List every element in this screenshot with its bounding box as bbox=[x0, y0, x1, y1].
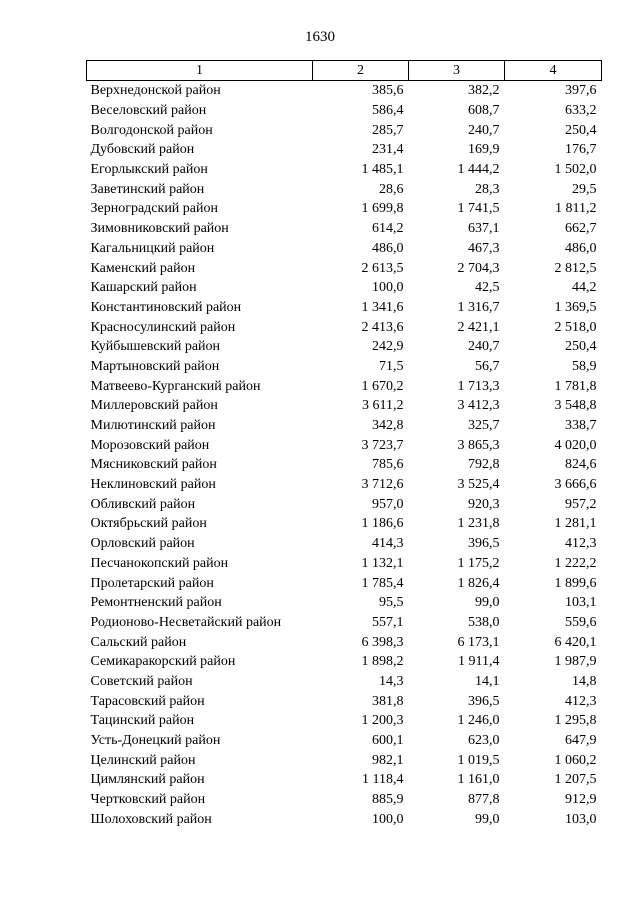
district-name-cell: Сальский район bbox=[90, 634, 187, 650]
district-name-cell: Красносулинский район bbox=[90, 319, 236, 335]
value-col3-cell: 325,7 bbox=[468, 418, 500, 434]
value-col4-cell: 486,0 bbox=[565, 240, 597, 256]
value-col2-cell: 100,0 bbox=[372, 811, 404, 827]
value-col4-cell: 1 222,2 bbox=[554, 555, 597, 571]
table-row bbox=[87, 298, 602, 318]
value-col3-cell: 1 175,2 bbox=[457, 555, 500, 571]
table-row bbox=[87, 239, 602, 259]
value-col3-cell: 1 246,0 bbox=[457, 713, 500, 729]
value-col4-cell: 412,3 bbox=[565, 536, 597, 552]
value-col4-cell: 2 518,0 bbox=[554, 319, 597, 335]
value-col4-cell: 3 666,6 bbox=[554, 477, 597, 493]
value-col3-cell: 396,5 bbox=[468, 693, 500, 709]
table-row bbox=[87, 258, 602, 278]
table-row bbox=[87, 416, 602, 436]
table-row bbox=[87, 278, 602, 298]
value-col3-cell: 1 019,5 bbox=[457, 752, 500, 768]
value-col2-cell: 2 413,6 bbox=[361, 319, 404, 335]
value-col2-cell: 2 613,5 bbox=[361, 260, 404, 276]
district-name-cell: Чертковский район bbox=[90, 792, 206, 808]
value-col2-cell: 586,4 bbox=[372, 103, 404, 119]
value-col3-cell: 6 173,1 bbox=[457, 634, 500, 650]
value-col4-cell: 1 295,8 bbox=[554, 713, 597, 729]
table-header bbox=[87, 61, 602, 81]
value-col3-cell: 3 412,3 bbox=[457, 398, 500, 414]
table-row bbox=[87, 160, 602, 180]
table-row bbox=[87, 790, 602, 810]
value-col4-cell: 6 420,1 bbox=[554, 634, 597, 650]
value-col4-cell: 1 369,5 bbox=[554, 299, 597, 315]
table-row bbox=[87, 81, 602, 101]
district-name-cell: Неклиновский район bbox=[90, 477, 216, 493]
value-col4-cell: 103,1 bbox=[565, 595, 597, 611]
value-col2-cell: 3 712,6 bbox=[361, 477, 404, 493]
value-col4-cell: 1 987,9 bbox=[554, 654, 597, 670]
district-name-cell: Заветинский район bbox=[90, 181, 205, 197]
value-col2-cell: 1 200,3 bbox=[361, 713, 404, 729]
table-row bbox=[87, 593, 602, 613]
value-col2-cell: 3 723,7 bbox=[361, 437, 404, 453]
value-col4-cell: 662,7 bbox=[565, 221, 597, 237]
value-col4-cell: 4 020,0 bbox=[554, 437, 597, 453]
value-col3-cell: 99,0 bbox=[475, 595, 500, 611]
table-row bbox=[87, 809, 602, 829]
table-row bbox=[87, 770, 602, 790]
value-col4-cell: 397,6 bbox=[565, 83, 597, 99]
value-col2-cell: 285,7 bbox=[372, 122, 404, 138]
column-header-3: 3 bbox=[409, 61, 505, 81]
value-col3-cell: 920,3 bbox=[468, 496, 500, 512]
table-row bbox=[87, 534, 602, 554]
value-col3-cell: 623,0 bbox=[468, 733, 500, 749]
value-col3-cell: 99,0 bbox=[475, 811, 500, 827]
table-row bbox=[87, 435, 602, 455]
district-name-cell: Пролетарский район bbox=[90, 575, 214, 591]
district-name-cell: Кашарский район bbox=[90, 280, 197, 296]
table-row bbox=[87, 672, 602, 692]
value-col2-cell: 1 785,4 bbox=[361, 575, 404, 591]
table-row bbox=[87, 317, 602, 337]
district-name-cell: Тарасовский район bbox=[90, 693, 205, 709]
value-col3-cell: 3 525,4 bbox=[457, 477, 500, 493]
value-col3-cell: 2 421,1 bbox=[457, 319, 500, 335]
column-header-1: 1 bbox=[87, 61, 313, 81]
value-col2-cell: 1 118,4 bbox=[362, 772, 404, 788]
table-row bbox=[87, 219, 602, 239]
value-col4-cell: 250,4 bbox=[565, 122, 597, 138]
table-row bbox=[87, 179, 602, 199]
district-name-cell: Шолоховский район bbox=[90, 811, 212, 827]
district-name-cell: Цимлянский район bbox=[90, 772, 205, 788]
value-col4-cell: 3 548,8 bbox=[554, 398, 597, 414]
value-col4-cell: 912,9 bbox=[565, 792, 597, 808]
table-row bbox=[87, 120, 602, 140]
value-col4-cell: 1 281,1 bbox=[554, 516, 597, 532]
value-col2-cell: 1 485,1 bbox=[361, 162, 404, 178]
value-col3-cell: 1 911,4 bbox=[458, 654, 500, 670]
district-name-cell: Тацинский район bbox=[90, 713, 195, 729]
value-col2-cell: 1 898,2 bbox=[361, 654, 404, 670]
district-name-cell: Ремонтненский район bbox=[90, 595, 222, 611]
district-name-cell: Мартыновский район bbox=[90, 358, 220, 374]
value-col2-cell: 785,6 bbox=[372, 457, 404, 473]
value-col3-cell: 1 444,2 bbox=[457, 162, 500, 178]
value-col4-cell: 44,2 bbox=[572, 280, 597, 296]
value-col2-cell: 231,4 bbox=[372, 142, 404, 158]
value-col2-cell: 71,5 bbox=[379, 358, 404, 374]
value-col3-cell: 1 713,3 bbox=[457, 378, 500, 394]
value-col4-cell: 824,6 bbox=[565, 457, 597, 473]
value-col3-cell: 1 826,4 bbox=[457, 575, 500, 591]
table-header-row bbox=[87, 61, 602, 81]
table-row bbox=[87, 731, 602, 751]
table-row bbox=[87, 691, 602, 711]
value-col2-cell: 95,5 bbox=[379, 595, 404, 611]
value-col2-cell: 885,9 bbox=[372, 792, 404, 808]
table-row bbox=[87, 750, 602, 770]
value-col4-cell: 250,4 bbox=[565, 339, 597, 355]
value-col4-cell: 1 899,6 bbox=[554, 575, 597, 591]
value-col2-cell: 242,9 bbox=[372, 339, 404, 355]
district-name-cell: Мясниковский район bbox=[90, 457, 217, 473]
value-col2-cell: 486,0 bbox=[372, 240, 404, 256]
table-row bbox=[87, 455, 602, 475]
value-col2-cell: 614,2 bbox=[372, 221, 404, 237]
value-col4-cell: 2 812,5 bbox=[554, 260, 597, 276]
value-col3-cell: 608,7 bbox=[468, 103, 500, 119]
value-col3-cell: 169,9 bbox=[468, 142, 500, 158]
value-col2-cell: 3 611,2 bbox=[362, 398, 404, 414]
value-col4-cell: 176,7 bbox=[565, 142, 597, 158]
value-col3-cell: 467,3 bbox=[468, 240, 500, 256]
value-col3-cell: 3 865,3 bbox=[457, 437, 500, 453]
value-col3-cell: 1 741,5 bbox=[457, 201, 500, 217]
value-col4-cell: 633,2 bbox=[565, 103, 597, 119]
value-col3-cell: 28,3 bbox=[475, 181, 500, 197]
value-col3-cell: 1 316,7 bbox=[457, 299, 500, 315]
value-col2-cell: 1 132,1 bbox=[361, 555, 404, 571]
value-col2-cell: 385,6 bbox=[372, 83, 404, 99]
district-name-cell: Обливский район bbox=[90, 496, 196, 512]
table-row bbox=[87, 199, 602, 219]
value-col2-cell: 6 398,3 bbox=[361, 634, 404, 650]
district-name-cell: Песчанокопский район bbox=[90, 555, 229, 571]
table-body bbox=[87, 81, 602, 830]
value-col3-cell: 240,7 bbox=[468, 339, 500, 355]
district-name-cell: Егорлыкский район bbox=[90, 162, 208, 178]
table-row bbox=[87, 514, 602, 534]
table-row bbox=[87, 652, 602, 672]
value-col3-cell: 792,8 bbox=[468, 457, 500, 473]
district-name-cell: Миллеровский район bbox=[90, 398, 218, 414]
district-name-cell: Куйбышевский район bbox=[90, 339, 221, 355]
value-col2-cell: 100,0 bbox=[372, 280, 404, 296]
value-col2-cell: 982,1 bbox=[372, 752, 404, 768]
value-col2-cell: 414,3 bbox=[372, 536, 404, 552]
value-col4-cell: 1 207,5 bbox=[554, 772, 597, 788]
value-col3-cell: 538,0 bbox=[468, 614, 500, 630]
district-name-cell: Усть-Донецкий район bbox=[90, 733, 221, 749]
district-name-cell: Веселовский район bbox=[90, 103, 207, 119]
district-name-cell: Верхнедонской район bbox=[90, 83, 221, 99]
value-col3-cell: 2 704,3 bbox=[457, 260, 500, 276]
value-col4-cell: 58,9 bbox=[572, 358, 597, 374]
district-name-cell: Целинский район bbox=[90, 752, 196, 768]
district-name-cell: Октябрьский район bbox=[90, 516, 207, 532]
column-header-4: 4 bbox=[505, 61, 602, 81]
district-name-cell: Кагальницкий район bbox=[90, 240, 215, 256]
table-row bbox=[87, 554, 602, 574]
value-col4-cell: 559,6 bbox=[565, 614, 597, 630]
district-name-cell: Зимовниковский район bbox=[90, 221, 229, 237]
value-col3-cell: 42,5 bbox=[475, 280, 500, 296]
value-col4-cell: 14,8 bbox=[572, 673, 597, 689]
table-row bbox=[87, 140, 602, 160]
table-row bbox=[87, 494, 602, 514]
value-col2-cell: 557,1 bbox=[372, 614, 404, 630]
value-col2-cell: 1 699,8 bbox=[361, 201, 404, 217]
district-name-cell: Дубовский район bbox=[90, 142, 195, 158]
table-row bbox=[87, 396, 602, 416]
value-col3-cell: 637,1 bbox=[468, 221, 500, 237]
district-name-cell: Константиновский район bbox=[90, 299, 242, 315]
value-col2-cell: 1 186,6 bbox=[361, 516, 404, 532]
value-col3-cell: 382,2 bbox=[468, 83, 500, 99]
value-col4-cell: 103,0 bbox=[565, 811, 597, 827]
district-name-cell: Семикаракорский район bbox=[90, 654, 236, 670]
table-row bbox=[87, 475, 602, 495]
district-name-cell: Советский район bbox=[90, 673, 193, 689]
district-name-cell: Родионово-Несветайский район bbox=[90, 614, 282, 630]
value-col2-cell: 381,8 bbox=[372, 693, 404, 709]
district-name-cell: Матвеево-Курганский район bbox=[90, 378, 261, 394]
value-col4-cell: 412,3 bbox=[565, 693, 597, 709]
value-col3-cell: 1 161,0 bbox=[457, 772, 500, 788]
value-col4-cell: 957,2 bbox=[565, 496, 597, 512]
data-table bbox=[86, 60, 602, 829]
table-row bbox=[87, 101, 602, 121]
district-name-cell: Милютинский район bbox=[90, 418, 216, 434]
table-row bbox=[87, 613, 602, 633]
table-row bbox=[87, 711, 602, 731]
value-col4-cell: 1 811,2 bbox=[555, 201, 597, 217]
district-name-cell: Орловский район bbox=[90, 536, 195, 552]
district-name-cell: Волгодонской район bbox=[90, 122, 213, 138]
value-col3-cell: 396,5 bbox=[468, 536, 500, 552]
district-name-cell: Зерноградский район bbox=[90, 201, 218, 217]
value-col4-cell: 647,9 bbox=[565, 733, 597, 749]
page-number: 1630 bbox=[305, 29, 335, 45]
table-row bbox=[87, 376, 602, 396]
value-col3-cell: 56,7 bbox=[475, 358, 500, 374]
table-row bbox=[87, 337, 602, 357]
value-col2-cell: 1 670,2 bbox=[361, 378, 404, 394]
value-col4-cell: 1 781,8 bbox=[554, 378, 597, 394]
value-col4-cell: 338,7 bbox=[565, 418, 597, 434]
table-row bbox=[87, 632, 602, 652]
value-col2-cell: 342,8 bbox=[372, 418, 404, 434]
column-header-2: 2 bbox=[313, 61, 409, 81]
value-col2-cell: 1 341,6 bbox=[361, 299, 404, 315]
value-col2-cell: 957,0 bbox=[372, 496, 404, 512]
value-col4-cell: 29,5 bbox=[572, 181, 597, 197]
table-row bbox=[87, 573, 602, 593]
value-col4-cell: 1 502,0 bbox=[554, 162, 597, 178]
value-col3-cell: 14,1 bbox=[475, 673, 500, 689]
value-col3-cell: 240,7 bbox=[468, 122, 500, 138]
value-col2-cell: 28,6 bbox=[379, 181, 404, 197]
district-name-cell: Каменский район bbox=[90, 260, 196, 276]
value-col3-cell: 877,8 bbox=[468, 792, 500, 808]
district-name-cell: Морозовский район bbox=[90, 437, 210, 453]
value-col4-cell: 1 060,2 bbox=[554, 752, 597, 768]
table-row bbox=[87, 357, 602, 377]
value-col2-cell: 14,3 bbox=[379, 673, 404, 689]
value-col3-cell: 1 231,8 bbox=[457, 516, 500, 532]
value-col2-cell: 600,1 bbox=[372, 733, 404, 749]
